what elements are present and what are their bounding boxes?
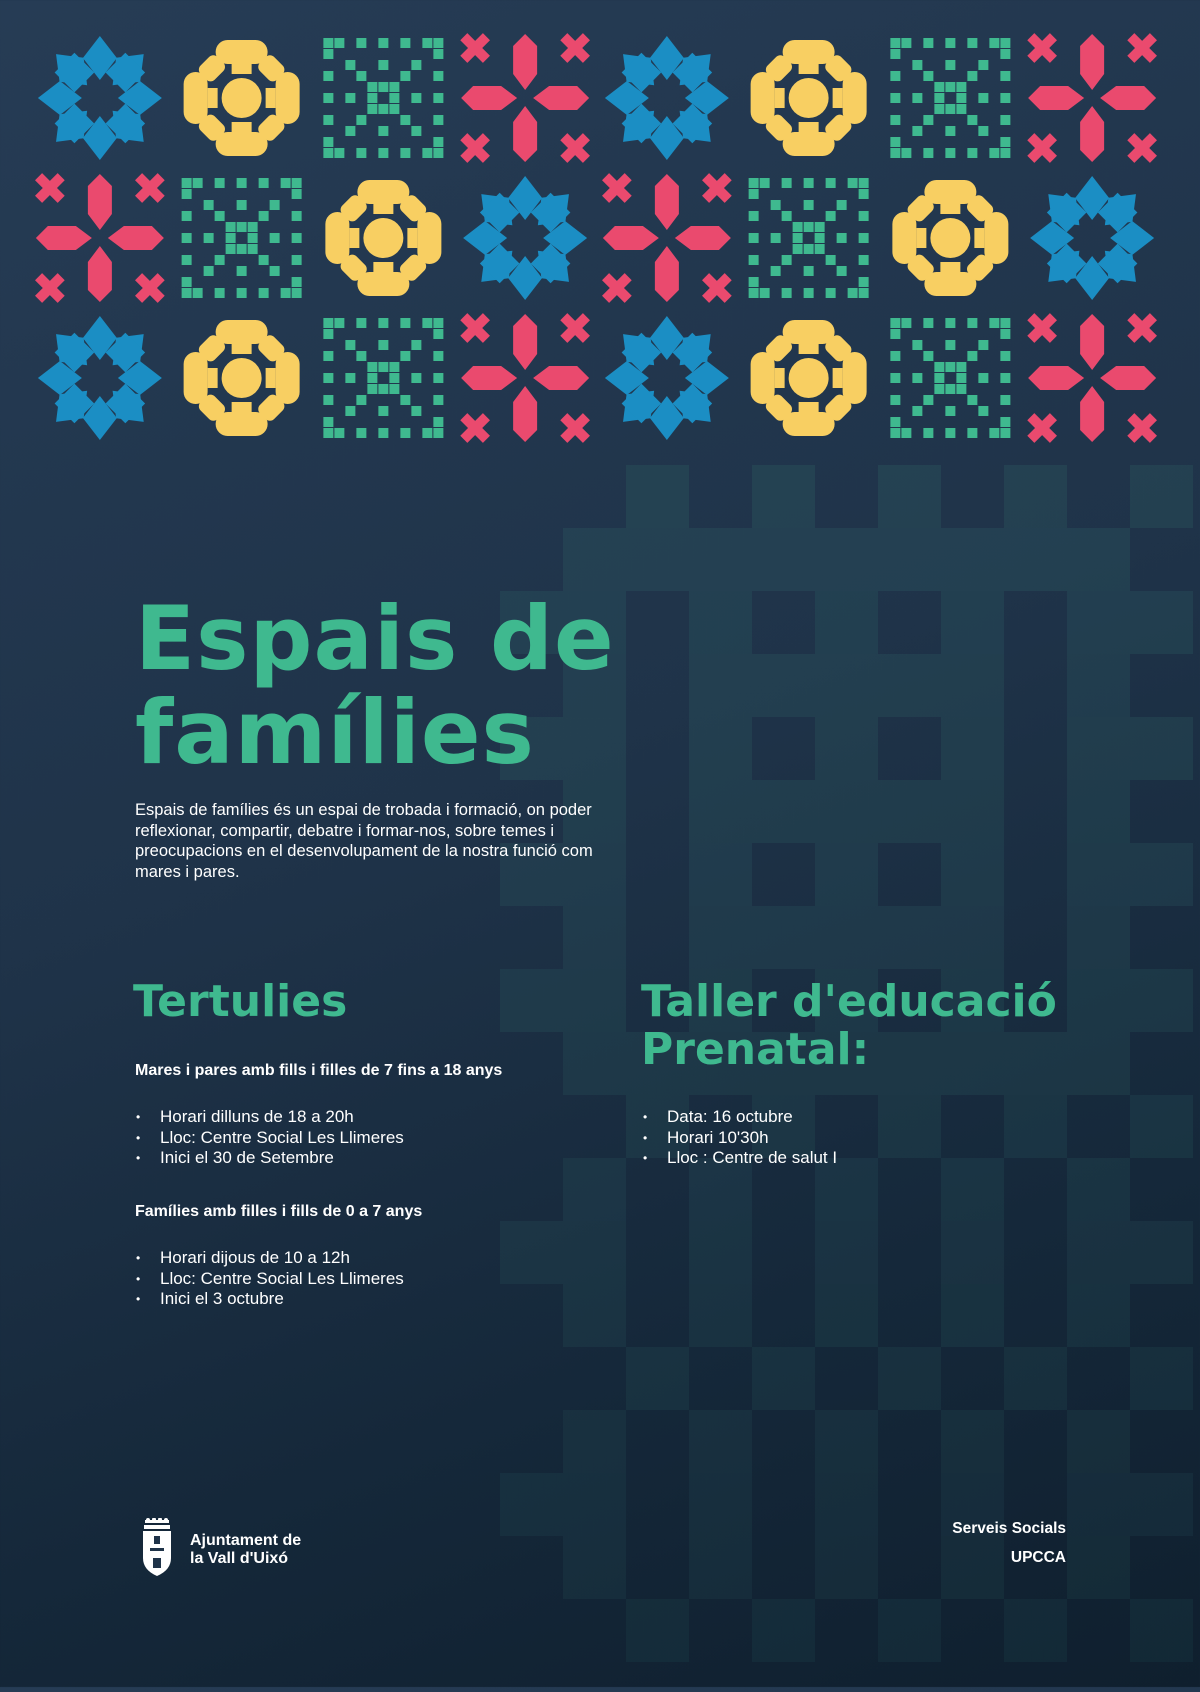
list-item: • Lloc: Centre Social Les Llimeres <box>135 1128 404 1149</box>
footer-serveis-socials: Serveis Socials <box>952 1520 1066 1537</box>
tile-blue-star <box>605 36 729 160</box>
logo-text-line2: la Vall d'Uixó <box>190 1550 289 1567</box>
footer-department <box>952 1520 1066 1578</box>
tertulies-group1-title: Mares i pares amb fills i filles de 7 fins a 18 anys <box>135 1062 503 1079</box>
tertulies-heading: Tertulies <box>133 976 348 1027</box>
page-title-line1: Espais de <box>135 587 615 690</box>
tile-green-lattice <box>323 38 443 158</box>
taller-heading-line2: Prenatal: <box>641 1024 870 1075</box>
list-item: • Lloc : Centre de salut I <box>642 1148 837 1169</box>
tertulies-group2-title: Famílies amb filles i fills de 0 a 7 anys <box>135 1203 423 1220</box>
tile-pink-cross <box>1019 33 1164 171</box>
page-title <box>135 587 615 784</box>
tile-yellow-flower <box>751 320 867 436</box>
tile-blue-star <box>38 316 162 440</box>
page-title-line2: famílies <box>135 681 535 784</box>
tile-yellow-flower <box>751 40 867 156</box>
tile-green-lattice <box>890 38 1010 158</box>
list-item: • Data: 16 octubre <box>642 1107 837 1128</box>
tile-pink-cross <box>33 165 173 310</box>
tile-yellow-flower <box>892 180 1008 296</box>
tile-blue-star <box>1030 176 1154 300</box>
ajuntament-logo <box>140 1518 340 1580</box>
taller-heading-line1: Taller d'educació <box>641 976 1057 1027</box>
taller-heading <box>641 978 1057 1074</box>
list-item: • Horari 10'30h <box>642 1128 837 1149</box>
tile-blue-star <box>38 36 162 160</box>
tile-green-lattice <box>890 318 1010 438</box>
logo-text-line1: Ajuntament de <box>190 1532 302 1549</box>
tile-green-lattice <box>182 178 302 298</box>
tile-blue-star <box>463 176 587 300</box>
tile-green-lattice <box>323 318 443 438</box>
logo-text <box>190 1532 301 1568</box>
footer-upcca: UPCCA <box>1010 1549 1066 1566</box>
list-item: • Horari dilluns de 18 a 20h <box>135 1107 404 1128</box>
tile-yellow-flower <box>184 320 300 436</box>
list-item: • Inici el 30 de Setembre <box>135 1148 404 1169</box>
tile-yellow-flower <box>325 180 441 296</box>
tile-yellow-flower <box>184 40 300 156</box>
taller-list <box>642 1107 837 1169</box>
decorative-tile-header <box>33 33 1167 453</box>
tertulies-group2-list <box>135 1248 404 1310</box>
intro-paragraph: Espais de famílies és un espai de trobada i formació, on poder reflexionar, compartir, debatre i formar-nos, sobre temes i preocupacions en el desenvolupament de la nostra funció com mares i pares. <box>135 801 593 881</box>
list-item: • Horari dijous de 10 a 12h <box>135 1248 404 1269</box>
tile-pink-cross <box>1019 305 1164 450</box>
tertulies-group1-list <box>135 1107 404 1169</box>
coat-of-arms-icon <box>140 1518 174 1578</box>
tile-pink-cross <box>452 305 597 450</box>
tile-green-lattice <box>749 178 869 298</box>
tile-pink-cross <box>594 165 739 310</box>
tile-pink-cross <box>452 33 597 171</box>
tile-blue-star <box>605 316 729 440</box>
list-item: • Lloc: Centre Social Les Llimeres <box>135 1269 404 1290</box>
list-item: • Inici el 3 octubre <box>135 1289 404 1310</box>
